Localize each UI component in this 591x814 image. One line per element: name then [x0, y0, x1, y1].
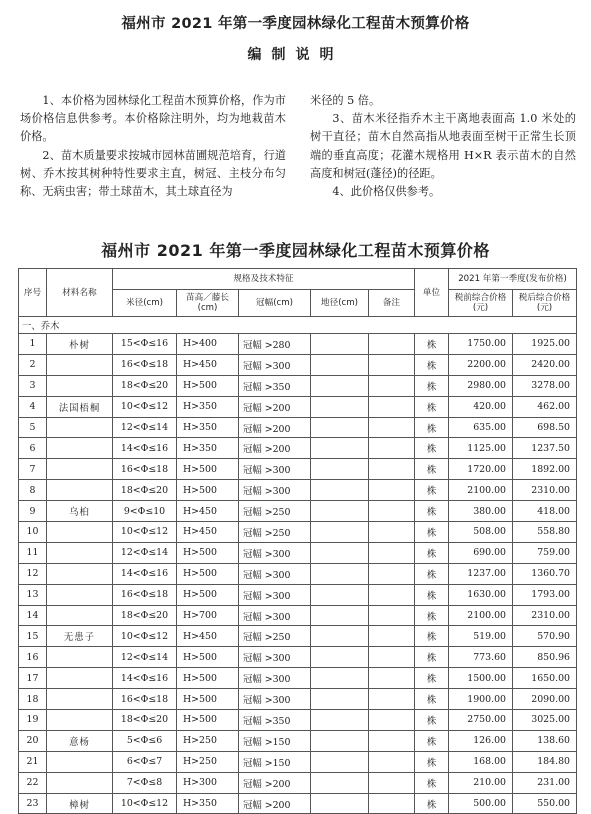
cell-pre-tax-price: 2200.00: [449, 354, 513, 375]
cell-ground-diameter: [311, 626, 369, 647]
cell-seq: 11: [19, 542, 47, 563]
cell-crown: 冠幅 >300: [239, 480, 311, 501]
cell-height: H>500: [177, 375, 239, 396]
cell-material-name: [47, 459, 113, 480]
cell-remark: [369, 501, 415, 522]
cell-remark: [369, 584, 415, 605]
cell-unit: 株: [415, 772, 449, 793]
cell-post-tax-price: 550.00: [513, 793, 577, 814]
cell-diameter: 12<Φ≤14: [113, 647, 177, 668]
cell-pre-tax-price: 773.60: [449, 647, 513, 668]
cell-ground-diameter: [311, 334, 369, 355]
cell-crown: 冠幅 >200: [239, 438, 311, 459]
category-row: [19, 317, 577, 334]
cell-ground-diameter: [311, 730, 369, 751]
cell-pre-tax-price: 519.00: [449, 626, 513, 647]
cell-ground-diameter: [311, 647, 369, 668]
notes-right-column: [310, 92, 576, 201]
cell-unit: 株: [415, 605, 449, 626]
table-row: [19, 730, 577, 751]
cell-ground-diameter: [311, 480, 369, 501]
cell-remark: [369, 480, 415, 501]
table-row: [19, 668, 577, 689]
cell-material-name: [47, 605, 113, 626]
cell-ground-diameter: [311, 793, 369, 814]
cell-crown: 冠幅 >300: [239, 354, 311, 375]
cell-post-tax-price: 3025.00: [513, 710, 577, 731]
cell-seq: 12: [19, 563, 47, 584]
cell-ground-diameter: [311, 438, 369, 459]
cell-ground-diameter: [311, 542, 369, 563]
cell-pre-tax-price: 380.00: [449, 501, 513, 522]
cell-post-tax-price: 231.00: [513, 772, 577, 793]
cell-unit: 株: [415, 522, 449, 543]
cell-remark: [369, 459, 415, 480]
cell-height: H>500: [177, 542, 239, 563]
cell-material-name: 乌桕: [47, 501, 113, 522]
cell-post-tax-price: 558.80: [513, 522, 577, 543]
cell-pre-tax-price: 210.00: [449, 772, 513, 793]
cell-post-tax-price: 698.50: [513, 417, 577, 438]
cell-unit: 株: [415, 375, 449, 396]
cell-crown: 冠幅 >200: [239, 417, 311, 438]
cell-remark: [369, 375, 415, 396]
cell-seq: 13: [19, 584, 47, 605]
cell-height: H>500: [177, 689, 239, 710]
cell-post-tax-price: 138.60: [513, 730, 577, 751]
cell-remark: [369, 522, 415, 543]
cell-height: H>350: [177, 396, 239, 417]
cell-material-name: [47, 375, 113, 396]
cell-material-name: [47, 542, 113, 563]
cell-ground-diameter: [311, 605, 369, 626]
cell-seq: 6: [19, 438, 47, 459]
cell-ground-diameter: [311, 354, 369, 375]
cell-diameter: 15<Φ≤16: [113, 334, 177, 355]
price-table: [18, 268, 577, 814]
cell-diameter: 10<Φ≤12: [113, 626, 177, 647]
cell-remark: [369, 417, 415, 438]
cell-post-tax-price: 1650.00: [513, 668, 577, 689]
cell-crown: 冠幅 >200: [239, 772, 311, 793]
cell-height: H>450: [177, 354, 239, 375]
cell-pre-tax-price: 1125.00: [449, 438, 513, 459]
cell-height: H>250: [177, 751, 239, 772]
table-row: [19, 605, 577, 626]
table-row: [19, 438, 577, 459]
cell-diameter: 14<Φ≤16: [113, 563, 177, 584]
cell-remark: [369, 668, 415, 689]
cell-material-name: [47, 584, 113, 605]
cell-unit: 株: [415, 793, 449, 814]
cell-diameter: 18<Φ≤20: [113, 375, 177, 396]
cell-crown: 冠幅 >300: [239, 542, 311, 563]
cell-crown: 冠幅 >250: [239, 522, 311, 543]
cell-material-name: [47, 354, 113, 375]
cell-diameter: 18<Φ≤20: [113, 605, 177, 626]
cell-unit: 株: [415, 689, 449, 710]
cell-unit: 株: [415, 501, 449, 522]
header-crown: 冠幅(cm): [239, 290, 311, 317]
table-row: [19, 584, 577, 605]
header-material: 材料名称: [47, 269, 113, 317]
cell-diameter: 14<Φ≤16: [113, 438, 177, 459]
header-unit: 单位: [415, 269, 449, 317]
cell-crown: 冠幅 >280: [239, 334, 311, 355]
cell-crown: 冠幅 >300: [239, 584, 311, 605]
cell-height: H>450: [177, 522, 239, 543]
cell-remark: [369, 730, 415, 751]
cell-unit: 株: [415, 459, 449, 480]
cell-post-tax-price: 850.96: [513, 647, 577, 668]
cell-material-name: [47, 522, 113, 543]
cell-remark: [369, 396, 415, 417]
cell-material-name: 法国梧桐: [47, 396, 113, 417]
cell-material-name: [47, 438, 113, 459]
cell-height: H>400: [177, 334, 239, 355]
cell-material-name: 朴树: [47, 334, 113, 355]
cell-remark: [369, 647, 415, 668]
table-row: [19, 334, 577, 355]
cell-unit: 株: [415, 542, 449, 563]
notes-left-column: [20, 92, 286, 201]
cell-height: H>450: [177, 626, 239, 647]
cell-diameter: 18<Φ≤20: [113, 710, 177, 731]
cell-seq: 8: [19, 480, 47, 501]
cell-unit: 株: [415, 417, 449, 438]
cell-material-name: [47, 772, 113, 793]
cell-post-tax-price: 3278.00: [513, 375, 577, 396]
cell-pre-tax-price: 1750.00: [449, 334, 513, 355]
cell-seq: 9: [19, 501, 47, 522]
cell-crown: 冠幅 >300: [239, 563, 311, 584]
cell-crown: 冠幅 >250: [239, 626, 311, 647]
note-paragraph-3: 3、苗木米径指乔木主干离地表面高 1.0 米处的树干直径；苗木自然高指从地表面至树干正常生长顶端的垂直高度；花灌木规格用 H×R 表示苗木的自然高度和树冠(蓬径)的径距。: [310, 112, 576, 180]
cell-diameter: 10<Φ≤12: [113, 522, 177, 543]
table-row: [19, 542, 577, 563]
cell-material-name: 意杨: [47, 730, 113, 751]
cell-post-tax-price: 462.00: [513, 396, 577, 417]
cell-seq: 16: [19, 647, 47, 668]
cell-crown: 冠幅 >300: [239, 459, 311, 480]
cell-diameter: 10<Φ≤12: [113, 396, 177, 417]
cell-remark: [369, 563, 415, 584]
cell-unit: 株: [415, 647, 449, 668]
cell-pre-tax-price: 126.00: [449, 730, 513, 751]
cell-material-name: [47, 563, 113, 584]
cell-crown: 冠幅 >150: [239, 751, 311, 772]
note-paragraph-4: 4、此价格仅供参考。: [332, 185, 441, 199]
cell-remark: [369, 751, 415, 772]
cell-height: H>700: [177, 605, 239, 626]
cell-post-tax-price: 1237.50: [513, 438, 577, 459]
header-height: 苗高／藤长(cm): [177, 290, 239, 317]
cell-seq: 21: [19, 751, 47, 772]
cell-unit: 株: [415, 438, 449, 459]
cell-diameter: 16<Φ≤18: [113, 354, 177, 375]
table-row: [19, 396, 577, 417]
cell-height: H>300: [177, 772, 239, 793]
table-row: [19, 626, 577, 647]
cell-seq: 3: [19, 375, 47, 396]
cell-pre-tax-price: 690.00: [449, 542, 513, 563]
cell-seq: 7: [19, 459, 47, 480]
cell-pre-tax-price: 1900.00: [449, 689, 513, 710]
cell-unit: 株: [415, 626, 449, 647]
table-row: [19, 751, 577, 772]
cell-height: H>250: [177, 730, 239, 751]
table-row: [19, 563, 577, 584]
header-seq: 序号: [19, 269, 47, 317]
cell-ground-diameter: [311, 710, 369, 731]
cell-crown: 冠幅 >350: [239, 710, 311, 731]
cell-material-name: [47, 751, 113, 772]
cell-ground-diameter: [311, 396, 369, 417]
cell-height: H>500: [177, 480, 239, 501]
cell-material-name: 无患子: [47, 626, 113, 647]
cell-seq: 2: [19, 354, 47, 375]
cell-crown: 冠幅 >300: [239, 605, 311, 626]
cell-ground-diameter: [311, 459, 369, 480]
cell-material-name: [47, 710, 113, 731]
cell-seq: 17: [19, 668, 47, 689]
cell-seq: 23: [19, 793, 47, 814]
table-row: [19, 459, 577, 480]
cell-remark: [369, 689, 415, 710]
cell-post-tax-price: 2310.00: [513, 480, 577, 501]
cell-unit: 株: [415, 354, 449, 375]
cell-post-tax-price: 759.00: [513, 542, 577, 563]
cell-height: H>350: [177, 438, 239, 459]
cell-diameter: 12<Φ≤14: [113, 542, 177, 563]
table-row: [19, 354, 577, 375]
cell-remark: [369, 710, 415, 731]
cell-diameter: 16<Φ≤18: [113, 584, 177, 605]
table-row: [19, 647, 577, 668]
table-row: [19, 480, 577, 501]
cell-material-name: [47, 668, 113, 689]
cell-material-name: [47, 480, 113, 501]
cell-post-tax-price: 2420.00: [513, 354, 577, 375]
cell-diameter: 16<Φ≤18: [113, 459, 177, 480]
cell-post-tax-price: 184.80: [513, 751, 577, 772]
cell-seq: 14: [19, 605, 47, 626]
cell-height: H>500: [177, 563, 239, 584]
cell-height: H>350: [177, 793, 239, 814]
cell-post-tax-price: 1793.00: [513, 584, 577, 605]
cell-unit: 株: [415, 480, 449, 501]
cell-seq: 1: [19, 334, 47, 355]
notes-heading: 编制说明: [247, 47, 344, 63]
table-row: [19, 522, 577, 543]
header-diameter: 米径(cm): [113, 290, 177, 317]
cell-pre-tax-price: 1630.00: [449, 584, 513, 605]
cell-ground-diameter: [311, 563, 369, 584]
cell-pre-tax-price: 635.00: [449, 417, 513, 438]
cell-material-name: 樟树: [47, 793, 113, 814]
cell-seq: 10: [19, 522, 47, 543]
cell-crown: 冠幅 >200: [239, 793, 311, 814]
cell-ground-diameter: [311, 501, 369, 522]
cell-seq: 20: [19, 730, 47, 751]
table-row: [19, 689, 577, 710]
cell-unit: 株: [415, 668, 449, 689]
cell-height: H>500: [177, 710, 239, 731]
cell-remark: [369, 793, 415, 814]
cell-diameter: 14<Φ≤16: [113, 668, 177, 689]
category-label: 一、乔木: [19, 317, 577, 334]
table-row: [19, 417, 577, 438]
cell-height: H>350: [177, 417, 239, 438]
cell-ground-diameter: [311, 584, 369, 605]
cell-pre-tax-price: 168.00: [449, 751, 513, 772]
cell-ground-diameter: [311, 772, 369, 793]
cell-unit: 株: [415, 751, 449, 772]
table-title: 福州市 2021 年第一季度园林绿化工程苗木预算价格: [101, 241, 490, 260]
cell-material-name: [47, 417, 113, 438]
cell-post-tax-price: 1892.00: [513, 459, 577, 480]
cell-height: H>500: [177, 584, 239, 605]
cell-post-tax-price: 2310.00: [513, 605, 577, 626]
cell-post-tax-price: 418.00: [513, 501, 577, 522]
cell-remark: [369, 542, 415, 563]
table-row: [19, 375, 577, 396]
table-row: [19, 793, 577, 814]
cell-pre-tax-price: 2750.00: [449, 710, 513, 731]
cell-ground-diameter: [311, 751, 369, 772]
cell-material-name: [47, 647, 113, 668]
cell-unit: 株: [415, 396, 449, 417]
table-body: [19, 317, 577, 814]
cell-unit: 株: [415, 584, 449, 605]
cell-seq: 4: [19, 396, 47, 417]
header-ground-diameter: 地径(cm): [311, 290, 369, 317]
table-row: [19, 772, 577, 793]
cell-pre-tax-price: 500.00: [449, 793, 513, 814]
note-paragraph-2-continued: 米径的 5 倍。: [310, 94, 381, 107]
cell-crown: 冠幅 >250: [239, 501, 311, 522]
cell-unit: 株: [415, 563, 449, 584]
cell-post-tax-price: 570.90: [513, 626, 577, 647]
header-price-group: 2021 年第一季度(发布价格): [449, 269, 577, 290]
cell-pre-tax-price: 2100.00: [449, 480, 513, 501]
cell-seq: 19: [19, 710, 47, 731]
table-row: [19, 501, 577, 522]
cell-pre-tax-price: 2980.00: [449, 375, 513, 396]
cell-remark: [369, 626, 415, 647]
cell-ground-diameter: [311, 689, 369, 710]
table-row: [19, 710, 577, 731]
cell-height: H>500: [177, 668, 239, 689]
cell-pre-tax-price: 1500.00: [449, 668, 513, 689]
cell-seq: 15: [19, 626, 47, 647]
cell-unit: 株: [415, 334, 449, 355]
cell-height: H>450: [177, 501, 239, 522]
cell-crown: 冠幅 >300: [239, 668, 311, 689]
cell-remark: [369, 772, 415, 793]
note-paragraph-1: 1、本价格为园林绿化工程苗木预算价格，作为市场价格信息供参考。本价格除注明外，均为地栽苗木价格。: [20, 94, 286, 144]
cell-ground-diameter: [311, 522, 369, 543]
header-pre-tax: 税前综合价格(元): [449, 290, 513, 317]
cell-diameter: 7<Φ≤8: [113, 772, 177, 793]
header-spec-group: 规格及技术特征: [113, 269, 415, 290]
cell-diameter: 5<Φ≤6: [113, 730, 177, 751]
cell-seq: 5: [19, 417, 47, 438]
cell-ground-diameter: [311, 375, 369, 396]
cell-crown: 冠幅 >300: [239, 689, 311, 710]
cell-pre-tax-price: 420.00: [449, 396, 513, 417]
cell-remark: [369, 438, 415, 459]
cell-material-name: [47, 689, 113, 710]
cell-remark: [369, 334, 415, 355]
cell-diameter: 10<Φ≤12: [113, 793, 177, 814]
cell-crown: 冠幅 >350: [239, 375, 311, 396]
cell-diameter: 16<Φ≤18: [113, 689, 177, 710]
cell-pre-tax-price: 1237.00: [449, 563, 513, 584]
cell-diameter: 12<Φ≤14: [113, 417, 177, 438]
cell-crown: 冠幅 >300: [239, 647, 311, 668]
header-remark: 备注: [369, 290, 415, 317]
cell-remark: [369, 605, 415, 626]
cell-post-tax-price: 2090.00: [513, 689, 577, 710]
cell-unit: 株: [415, 730, 449, 751]
cell-diameter: 9<Φ≤10: [113, 501, 177, 522]
cell-diameter: 6<Φ≤7: [113, 751, 177, 772]
cell-crown: 冠幅 >150: [239, 730, 311, 751]
cell-post-tax-price: 1360.70: [513, 563, 577, 584]
cell-unit: 株: [415, 710, 449, 731]
cell-post-tax-price: 1925.00: [513, 334, 577, 355]
cell-height: H>500: [177, 459, 239, 480]
cell-remark: [369, 354, 415, 375]
cell-diameter: 18<Φ≤20: [113, 480, 177, 501]
cell-crown: 冠幅 >200: [239, 396, 311, 417]
cell-seq: 18: [19, 689, 47, 710]
cell-pre-tax-price: 508.00: [449, 522, 513, 543]
document-title: 福州市 2021 年第一季度园林绿化工程苗木预算价格: [121, 16, 470, 32]
cell-ground-diameter: [311, 417, 369, 438]
cell-seq: 22: [19, 772, 47, 793]
cell-pre-tax-price: 1720.00: [449, 459, 513, 480]
cell-ground-diameter: [311, 668, 369, 689]
cell-pre-tax-price: 2100.00: [449, 605, 513, 626]
note-paragraph-2: 2、苗木质量要求按城市园林苗圃规范培育，行道树、乔木按其树种特性要求主直，树冠、主枝分布匀称、无病虫害；带土球苗木，其土球直径为: [20, 148, 286, 199]
cell-height: H>500: [177, 647, 239, 668]
header-post-tax: 税后综合价格(元): [513, 290, 577, 317]
